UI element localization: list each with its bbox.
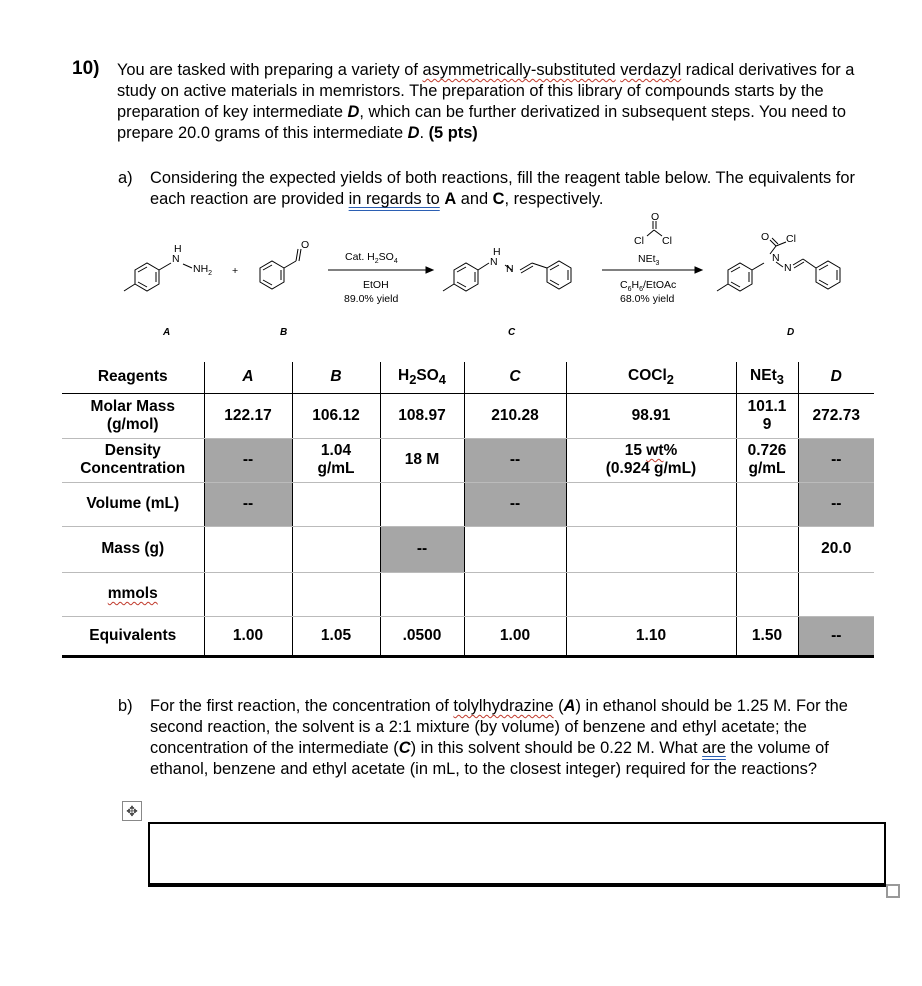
row-label: Molar Mass (g/mol) [62, 393, 204, 438]
svg-text:Cl: Cl [662, 235, 672, 247]
grammar-phrase: are [702, 739, 726, 757]
cell-empty[interactable] [204, 572, 292, 616]
header-c: C [464, 362, 566, 393]
row-label: mmols [62, 572, 204, 616]
cell: 1.10 [566, 616, 736, 656]
table-row-volume [62, 482, 874, 526]
cell: -- [464, 482, 566, 526]
cell: -- [204, 482, 292, 526]
table-move-handle-icon[interactable]: ✥ [122, 801, 142, 821]
cell-empty[interactable] [798, 572, 874, 616]
label-compound-c: C [508, 327, 516, 338]
cell: 210.28 [464, 393, 566, 438]
cell: -- [380, 526, 464, 572]
cell-empty[interactable] [292, 572, 380, 616]
cell: 106.12 [292, 393, 380, 438]
label-compound-d: D [787, 327, 795, 338]
table-header-row [62, 362, 874, 393]
answer-box[interactable] [148, 822, 886, 887]
spellcheck-word: tolylhydrazine [453, 697, 554, 715]
table-row-equivalents [62, 616, 874, 656]
table-row-molar-mass [62, 393, 874, 438]
phosgene-structure [647, 221, 662, 236]
cell-empty[interactable] [380, 572, 464, 616]
cell-empty[interactable] [566, 482, 736, 526]
cell-empty[interactable] [566, 572, 736, 616]
part-a-text: Considering the expected yields of both reactions, fill the reagent table below. The equivalents for each reaction are provided in regards to A and C, respectively. [150, 169, 855, 208]
cell: -- [464, 438, 566, 482]
svg-text:Cat. H2SO4: Cat. $H_2SO_4$ [345, 251, 398, 265]
row-label: Mass (g) [62, 526, 204, 572]
table-row-mass [62, 526, 874, 572]
cell: 20.0 [798, 526, 874, 572]
part-b [118, 696, 878, 780]
cell: 1.50 [736, 616, 798, 656]
label-compound-b: B [280, 327, 288, 338]
part-b-label: b) [118, 697, 133, 715]
cell-empty[interactable] [736, 482, 798, 526]
svg-text:68.0% yield: 68.0% yield [620, 293, 675, 305]
question-text: You are tasked with preparing a variety of asymmetrically-substituted verdazyl radical derivatives for a study on active materials in memristors. The preparation of this library of compounds starts by the preparation of key intermediate D, which can be further derivatized in subsequent steps. You need to prepare 20.0 grams of this intermediate D. (5 pts) [117, 61, 855, 142]
cell: -- [798, 482, 874, 526]
svg-text:Cl: Cl [634, 235, 644, 247]
cell: 1.00 [204, 616, 292, 656]
svg-text:89.0% yield: 89.0% yield [344, 293, 399, 305]
part-b-text: For the first reaction, the concentration of tolylhydrazine (A) in ethanol should be 1.25 M. For the second reaction, the solvent is a 2:1 mixture (by volume) of benzene and ethyl acetate; the concentration of the intermediate (C) in this solvent should be 0.22 M. What are the volume of ethanol, benzene and ethyl acetate (in mL, to the closest integer) required for the reactions? [150, 697, 848, 778]
header-d: D [798, 362, 874, 393]
cell-empty[interactable] [292, 482, 380, 526]
svg-text:C6H6/EtOAc: $C_6H_6$/EtOAc [620, 279, 677, 293]
svg-text:H: H [174, 243, 182, 255]
svg-text:+: + [232, 265, 239, 277]
part-a [118, 168, 878, 210]
header-reagents: Reagents [62, 362, 204, 393]
label-compound-a: A [163, 327, 171, 338]
reaction-scheme-drawing [100, 212, 880, 342]
cell: 1.05 [292, 616, 380, 656]
cell: 0.726 g/mL [736, 438, 798, 482]
grammar-phrase: in regards to [348, 190, 440, 208]
svg-text:N: N [490, 256, 498, 268]
cell: 1.00 [464, 616, 566, 656]
spellcheck-word: verdazyl [620, 61, 682, 79]
spellcheck-word: asymmetrically-substituted [422, 61, 616, 79]
part-a-label: a) [118, 169, 133, 187]
cell-empty[interactable] [464, 572, 566, 616]
cell-empty[interactable] [380, 482, 464, 526]
question-10 [72, 60, 872, 144]
table-row-density [62, 438, 874, 482]
cell: 18 M [380, 438, 464, 482]
compound-b-structure [260, 249, 301, 289]
cell-empty[interactable] [292, 526, 380, 572]
cell: 122.17 [204, 393, 292, 438]
cell-empty[interactable] [736, 572, 798, 616]
header-net3: NEt$_3$ [736, 362, 798, 393]
row-label: Volume (mL) [62, 482, 204, 526]
svg-text:N: N [172, 253, 180, 265]
cell: -- [798, 616, 874, 656]
header-cocl2: COCl$_2$ [566, 362, 736, 393]
svg-text:NEt3: NEt$_3$ [638, 253, 660, 267]
svg-text:N: N [784, 262, 792, 274]
svg-text:Cl: Cl [786, 233, 796, 245]
reagent-table [62, 362, 874, 658]
cell: -- [204, 438, 292, 482]
svg-text:O: O [651, 211, 660, 223]
cell: -- [798, 438, 874, 482]
question-number: 10) [72, 58, 100, 79]
svg-text:O: O [761, 231, 770, 243]
header-b: B [292, 362, 380, 393]
cell: 108.97 [380, 393, 464, 438]
svg-text:H: H [493, 246, 501, 258]
svg-text:EtOH: EtOH [363, 279, 389, 291]
header-h2so4: $H_2SO_4$ [380, 362, 464, 393]
compound-d-structure [717, 238, 840, 291]
cell: 98.91 [566, 393, 736, 438]
header-a: A [204, 362, 292, 393]
cell-empty[interactable] [566, 526, 736, 572]
row-label: Density Concentration [62, 438, 204, 482]
cell-empty[interactable] [204, 526, 292, 572]
cell: 1.04 g/mL [292, 438, 380, 482]
cell-empty[interactable] [736, 526, 798, 572]
cell-empty[interactable] [464, 526, 566, 572]
svg-text:O: O [301, 239, 310, 251]
cell: 15 wt% (0.924 g/mL) [566, 438, 736, 482]
svg-text:N: N [772, 252, 780, 264]
table-row-mmols [62, 572, 874, 616]
resize-handle-icon[interactable] [886, 884, 900, 898]
reaction-scheme [100, 212, 880, 342]
row-label: Equivalents [62, 616, 204, 656]
cell: 101.1 9 [736, 393, 798, 438]
svg-text:NH2: $NH_2$ [193, 263, 213, 277]
compound-a-structure [124, 263, 192, 291]
cell: .0500 [380, 616, 464, 656]
cell: 272.73 [798, 393, 874, 438]
svg-text:N: N [506, 263, 514, 275]
